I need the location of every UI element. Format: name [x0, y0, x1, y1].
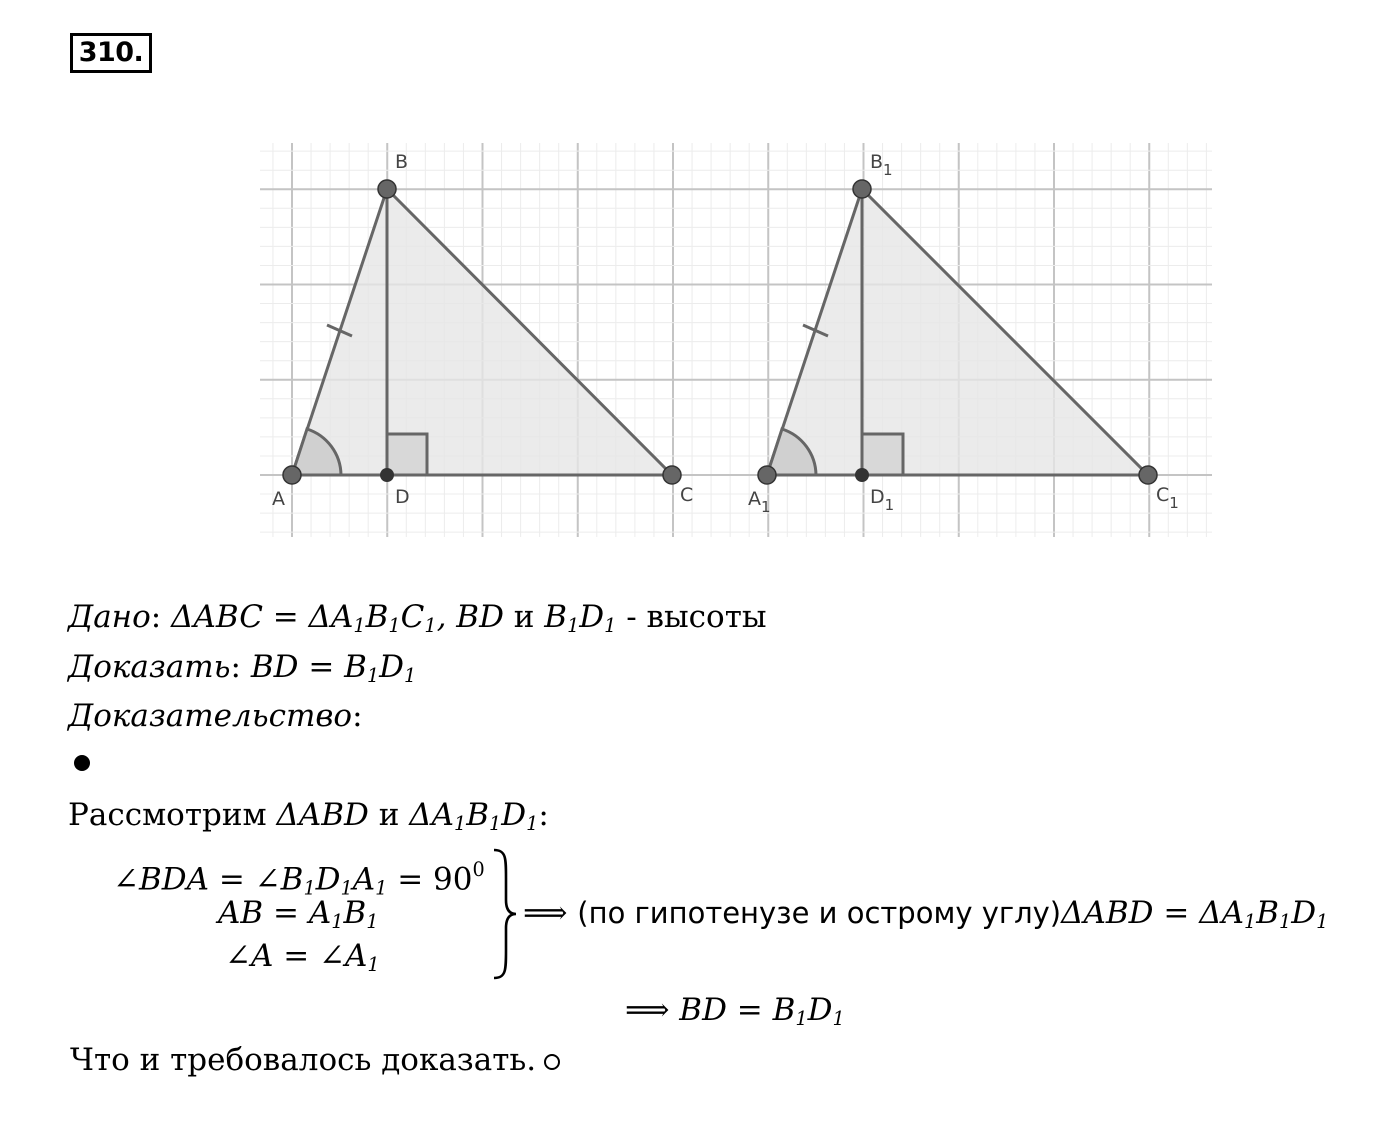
conclusion-line-2: ⟹ BD = $B_1D_1$ — [625, 992, 845, 1030]
prove-label: Доказать — [68, 649, 231, 685]
qed-circle-icon — [544, 1054, 560, 1070]
consider-line: Рассмотрим ΔABD и $\Delta A_1B_1D_1$: — [68, 797, 549, 835]
label-a1: $A_1$ — [748, 488, 771, 516]
problem-number: 310. — [70, 33, 152, 73]
point-a — [283, 466, 301, 484]
system-row-3: ∠A = $\angle A_1$ — [225, 938, 380, 976]
right-angle-mark — [387, 434, 427, 475]
point-d — [380, 468, 394, 482]
point-b — [378, 180, 396, 198]
point-b1 — [853, 180, 871, 198]
label-b1: $B_1$ — [870, 151, 893, 179]
point-a1 — [758, 466, 776, 484]
proof-label: Доказательство — [68, 698, 353, 734]
bullet-point — [74, 755, 90, 771]
point-d1 — [855, 468, 869, 482]
label-c1: $C_1$ — [1156, 484, 1179, 512]
point-c — [663, 466, 681, 484]
geometry-figure — [0, 0, 1400, 560]
triangle-a1b1c1 — [748, 151, 1179, 516]
label-d: D — [395, 486, 410, 508]
prove-line: Доказать: BD = $B_1D_1$ — [68, 649, 417, 687]
label-d1: $D_1$ — [870, 486, 895, 514]
given-line: Дано: $\Delta ABC = \Delta A_1B_1C_1$, BD и $B_1D_1$ - высоты — [68, 599, 767, 637]
label-b: B — [395, 151, 409, 173]
label-a: A — [272, 488, 285, 510]
system-row-2: AB = $A_1B_1$ — [218, 895, 379, 933]
label-c: C — [680, 484, 694, 506]
right-brace — [490, 848, 520, 980]
conclusion-line-1: ⟹ (по гипотенузе и острому углу)ΔABD = $\Delta A_1B_1D_1$ — [523, 895, 1329, 933]
proof-line: Доказательство: — [68, 698, 363, 734]
qed-line: Что и требовалось доказать. — [70, 1040, 560, 1080]
given-label: Дано — [68, 599, 151, 635]
right-angle-mark-1 — [862, 434, 903, 475]
point-c1 — [1139, 466, 1157, 484]
system-row-1: ∠BDA = $\angle B_1D_1A_1 = 90^0$ — [113, 858, 485, 900]
